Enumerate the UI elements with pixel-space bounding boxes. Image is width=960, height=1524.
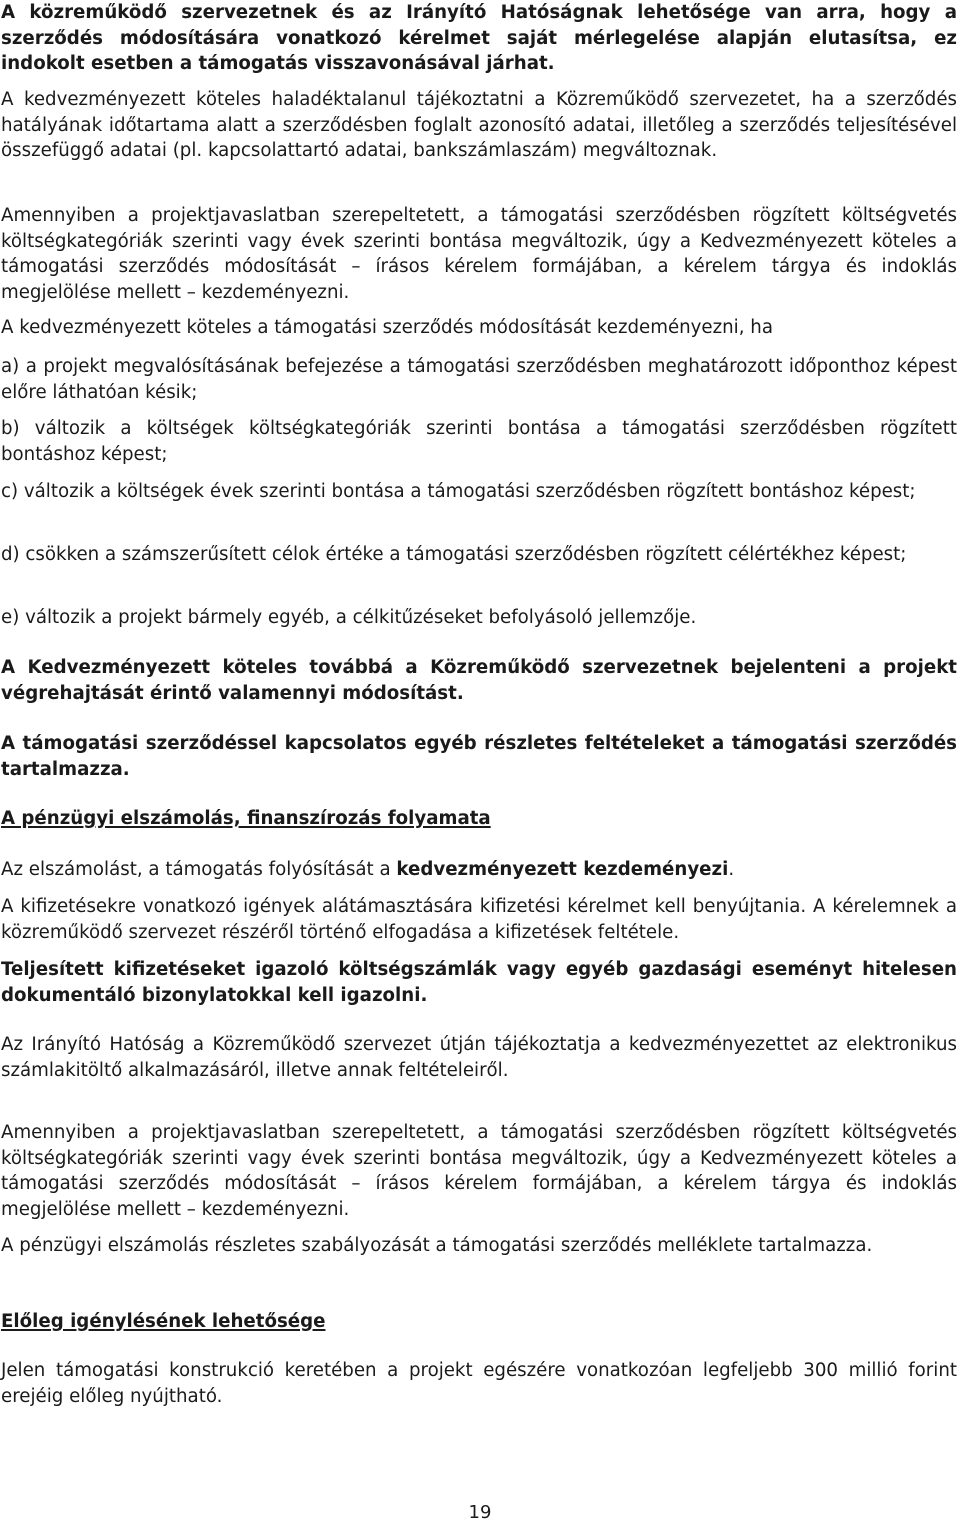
list-item-c: c) változik a költségek évek szerinti bontása a támogatási szerződésben rögzített bontáshoz képest;	[1, 481, 916, 502]
paragraph-settlement-initiation	[1, 857, 957, 883]
settlement-text-start: Az elszámolást, a támogatás folyósítását a	[1, 859, 397, 880]
list-item-d: d) csökken a számszerűsített célok értéke a támogatási szerződésben rögzített célértékhez képest;	[1, 544, 907, 565]
paragraph-report-modifications: A Kedvezményezett köteles továbbá a Közreműködő szervezetnek bejelenteni a projekt végrehajtását érintő valamennyi módosítást.	[1, 657, 957, 704]
paragraph-modification-cases-intro: A kedvezményezett köteles a támogatási szerződés módosítását kezdeményezni, ha	[1, 317, 773, 338]
paragraph-budget-change-repeat: Amennyiben a projektjavaslatban szerepeltetett, a támogatási szerződésben rögzített költségvetés költségkategóriák szerinti vagy évek szerinti bontása megváltozik, úgy a Kedvezményezett köteles a támogatási szerződés módosítását – írásos kérelem formájában, a kérelem tárgya és indoklás megjelölése mellett – kezdeményezni.	[1, 1122, 957, 1220]
list-item-a: a) a projekt megvalósításának befejezése a támogatási szerződésben meghatározott időponthoz képest előre láthatóan késik;	[1, 356, 957, 403]
paragraph-payment-request: A kifizetésekre vonatkozó igények alátámasztására kifizetési kérelmet kell benyújtania. A kérelemnek a közreműködő szervezet részéről történő elfogadása a kifizetések feltétele.	[1, 896, 957, 943]
paragraph-advance-limit: Jelen támogatási konstrukció keretében a projekt egészére vonatkozóan legfeljebb 300 millió forint erejéig előleg nyújtható.	[1, 1360, 957, 1407]
paragraph-invoice-proof: Teljesített kifizetéseket igazoló költségszámlák vagy egyéb gazdasági eseményt hitelesen dokumentáló bizonylatokkal kell igazolni.	[1, 959, 957, 1006]
paragraph-rejection-right: A közreműködő szervezetnek és az Irányító Hatóságnak lehetősége van arra, hogy a szerződés módosítására vonatkozó kérelmet saját mérlegelése alapján elutasítsa, ez indokolt esetben a támogatás visszavonásával járhat.	[1, 2, 957, 75]
settlement-text-end: .	[728, 859, 735, 880]
paragraph-notification-duty: A kedvezményezett köteles haladéktalanul tájékoztatni a Közreműködő szervezetet, ha a szerződés hatályának időtartama alatt a szerződésben foglalt azonosító adatai, illetőleg a szerződés teljesítésével összefüggő adatai (pl. kapcsolattartó adatai, bankszámlaszám) megváltoznak.	[1, 89, 957, 162]
list-item-b: b) változik a költségek költségkategóriák szerinti bontása a támogatási szerződésben rögzített bontáshoz képest;	[1, 418, 957, 465]
section-heading-advance-payment: Előleg igénylésének lehetősége	[1, 1311, 326, 1332]
page-number: 19	[468, 1502, 492, 1523]
paragraph-budget-change: Amennyiben a projektjavaslatban szerepeltetett, a támogatási szerződésben rögzített költségvetés költségkategóriák szerinti vagy évek szerinti bontása megváltozik, úgy a Kedvezményezett köteles a támogatási szerződés módosítását – írásos kérelem formájában, a kérelem tárgya és indoklás megjelölése mellett – kezdeményezni.	[1, 205, 957, 303]
section-heading-financial-settlement: A pénzügyi elszámolás, finanszírozás folyamata	[1, 808, 491, 829]
paragraph-settlement-rules: A pénzügyi elszámolás részletes szabályozását a támogatási szerződés melléklete tartalmazza.	[1, 1235, 873, 1256]
list-item-e: e) változik a projekt bármely egyéb, a célkitűzéseket befolyásoló jellemzője.	[1, 607, 697, 628]
paragraph-e-invoicing-info: Az Irányító Hatóság a Közreműködő szervezet útján tájékoztatja a kedvezményezettet az elektronikus számlakitöltő alkalmazásáról, illetve annak feltételeiről.	[1, 1034, 957, 1081]
paragraph-contract-conditions: A támogatási szerződéssel kapcsolatos egyéb részletes feltételeket a támogatási szerződés tartalmazza.	[1, 733, 957, 780]
settlement-text-bold: kedvezményezett kezdeményezi	[396, 859, 729, 880]
